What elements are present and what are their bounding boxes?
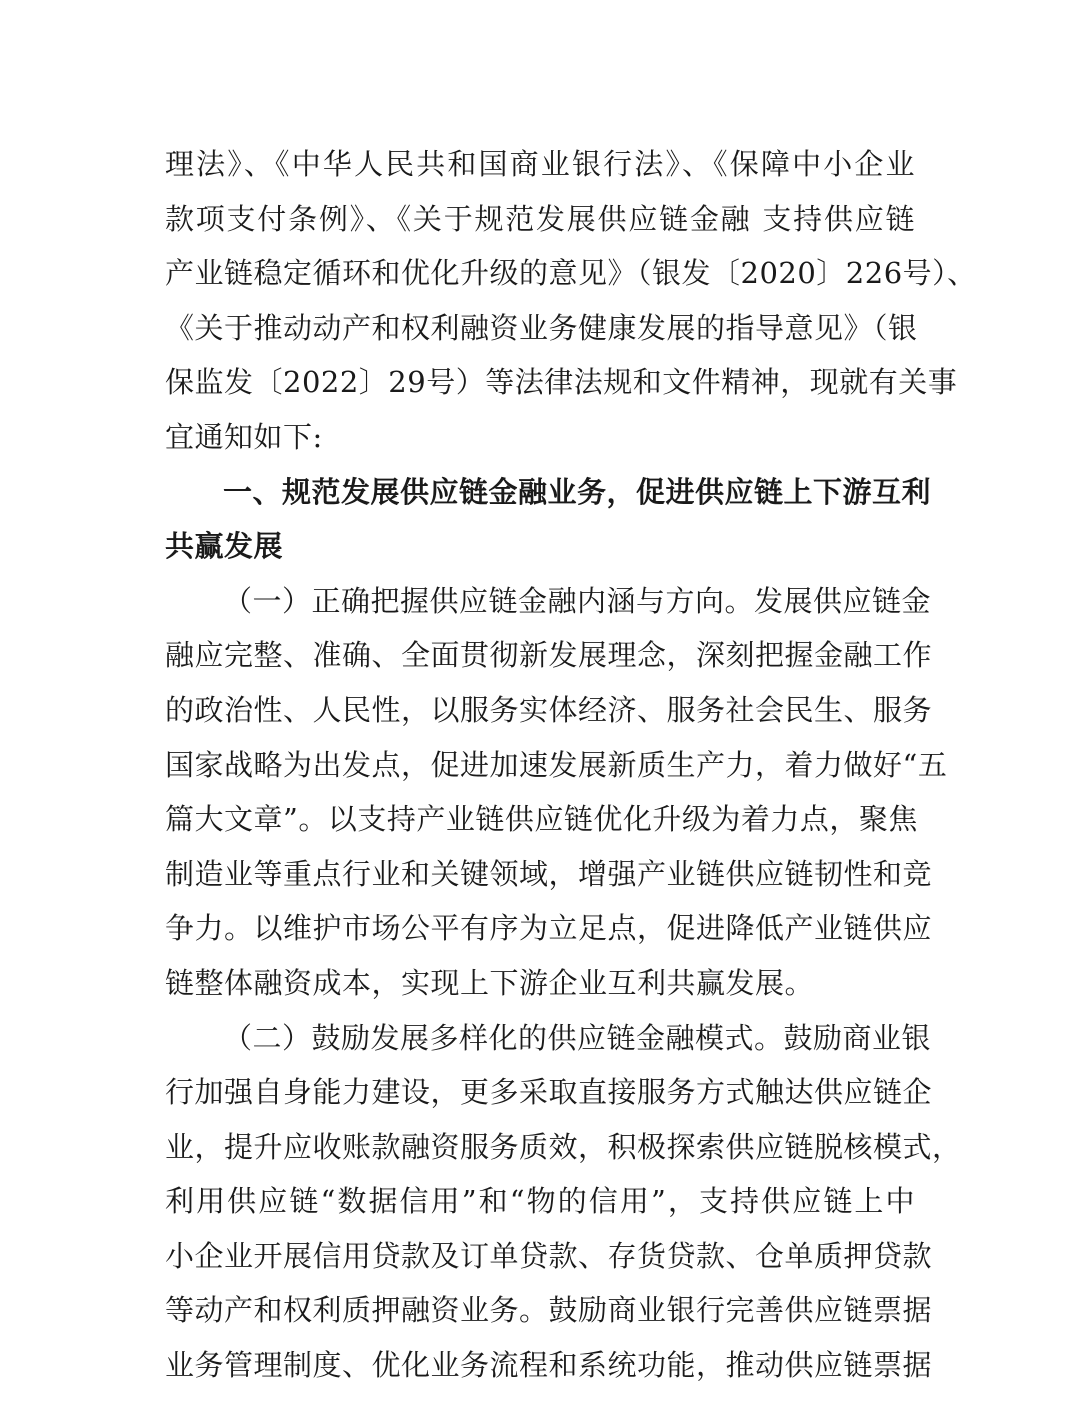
text-line: 争力。以维护市场公平有序为立足点，促进降低产业链供应 (165, 911, 933, 946)
text-line: 业，提升应收账款融资服务质效，积极探索供应链脱核模式， (165, 1129, 962, 1164)
text-line: 产业链稳定循环和优化升级的意见》（银发〔2020〕226号）、 (165, 256, 977, 291)
text-line: 的政治性、人民性，以服务实体经济、服务社会民生、服务 (165, 692, 933, 727)
text-line: 等动产和权利质押融资业务。鼓励商业银行完善供应链票据 (165, 1293, 933, 1328)
text-line: 链整体融资成本，实现上下游企业互利共赢发展。 (165, 965, 815, 1000)
text-line: 融应完整、准确、全面贯彻新发展理念，深刻把握金融工作 (165, 638, 933, 673)
section-heading: 一、规范发展供应链金融业务，促进供应链上下游互利 (223, 474, 932, 509)
text-line: 行加强自身能力建设，更多采取直接服务方式触达供应链企 (165, 1075, 933, 1110)
text-line: 保监发〔2022〕29号）等法律法规和文件精神，现就有关事 (165, 365, 958, 400)
text-line: 利用供应链“数据信用”和“物的信用”，支持供应链上中 (165, 1184, 915, 1219)
text-line: 制造业等重点行业和关键领域，增强产业链供应链韧性和竞 (165, 856, 933, 891)
text-line: 《关于推动动产和权利融资业务健康发展的指导意见》（银 (165, 310, 918, 345)
text-line: 篇大文章”。以支持产业链供应链优化升级为着力点，聚焦 (165, 802, 918, 837)
text-line: 理法》、《中华人民共和国商业银行法》、《保障中小企业 (165, 147, 915, 181)
document-body (165, 137, 977, 1393)
text-line: 小企业开展信用贷款及订单贷款、存货贷款、仓单质押贷款 (165, 1238, 933, 1273)
text-line: 宜通知如下: (165, 419, 323, 454)
text-line: 款项支付条例》、《关于规范发展供应链金融 支持供应链 (165, 201, 915, 236)
section-heading-continued: 共赢发展 (165, 529, 284, 564)
text-line: 业务管理制度、优化业务流程和系统功能，推动供应链票据 (165, 1348, 933, 1383)
text-line: 国家战略为出发点，促进加速发展新质生产力，着力做好“五 (165, 747, 948, 782)
paragraph-first-line: （一）正确把握供应链金融内涵与方向。发展供应链金 (223, 583, 932, 618)
paragraph-first-line: （二）鼓励发展多样化的供应链金融模式。鼓励商业银 (223, 1020, 932, 1055)
